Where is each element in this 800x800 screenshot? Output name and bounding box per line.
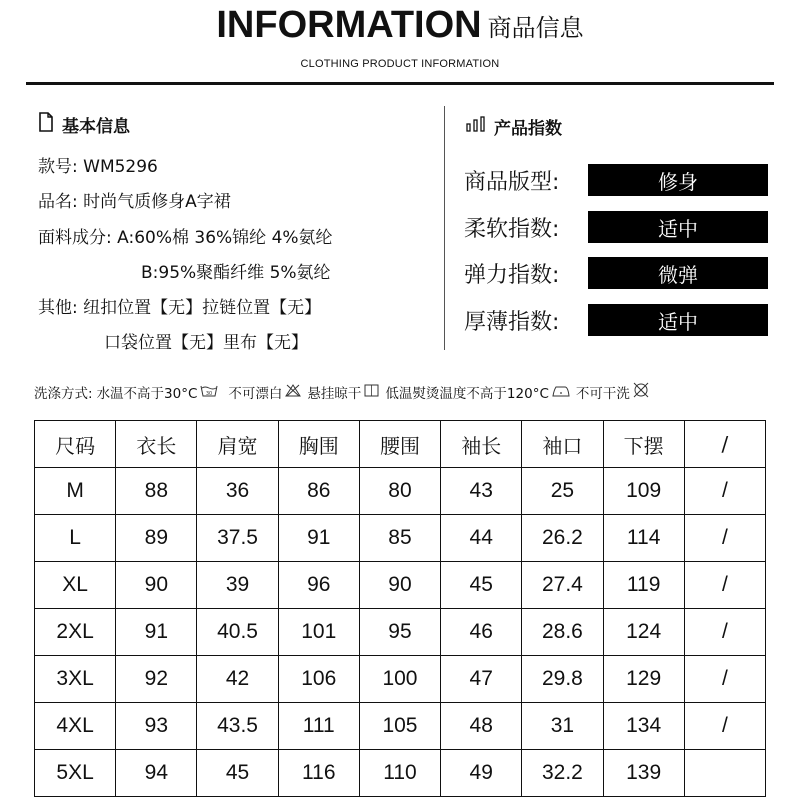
care-text: 悬挂晾干 [307, 386, 362, 402]
table-cell: 96 [278, 562, 359, 609]
table-cell: 26.2 [522, 515, 603, 562]
index-label: 柔软指数: [464, 216, 560, 242]
table-header-cell: 胸围 [278, 421, 359, 468]
size-label-cell: 3XL [35, 656, 116, 703]
table-cell: / [684, 515, 765, 562]
table-cell: 28.6 [522, 609, 603, 656]
size-table [34, 420, 766, 797]
table-cell: 124 [603, 609, 684, 656]
table-cell: 129 [603, 656, 684, 703]
table-cell: 109 [603, 468, 684, 515]
table-cell: 111 [278, 703, 359, 750]
table-row [35, 703, 766, 750]
table-header-cell: / [684, 421, 765, 468]
basic-info-title [38, 112, 130, 137]
table-cell: 116 [278, 750, 359, 797]
table-cell: 45 [441, 562, 522, 609]
basic-info-title-text: 基本信息 [62, 117, 130, 137]
table-cell: 139 [603, 750, 684, 797]
style-number: 款号: WM5296 [38, 157, 158, 177]
fabric-a: 面料成分: A:60%棉 36%锦纶 4%氨纶 [38, 228, 333, 248]
table-header-cell: 肩宽 [197, 421, 278, 468]
top-divider [26, 82, 774, 85]
table-header-cell: 尺码 [35, 421, 116, 468]
table-cell: 44 [441, 515, 522, 562]
table-cell [684, 750, 765, 797]
header-subtitle: CLOTHING PRODUCT INFORMATION [300, 58, 500, 70]
care-text: 不可漂白 [228, 386, 283, 402]
table-cell: / [684, 703, 765, 750]
index-value: 修身 [588, 164, 768, 196]
fabric-b: B:95%聚酯纤维 5%氨纶 [141, 263, 331, 283]
no-dry-clean-icon [633, 382, 649, 402]
size-label-cell: M [35, 468, 116, 515]
table-cell: 86 [278, 468, 359, 515]
title-en: INFORMATION [216, 4, 482, 46]
table-cell: 47 [441, 656, 522, 703]
product-index-title [466, 114, 562, 139]
table-cell: 31 [522, 703, 603, 750]
size-label-cell: XL [35, 562, 116, 609]
table-cell: 106 [278, 656, 359, 703]
table-row [35, 750, 766, 797]
index-value: 适中 [588, 304, 768, 336]
header-title [0, 4, 800, 47]
care-instructions [34, 382, 774, 402]
table-cell: 42 [197, 656, 278, 703]
index-row-elasticity [464, 257, 774, 289]
hang-dry-icon [364, 384, 379, 401]
table-cell: 110 [359, 750, 440, 797]
document-icon [38, 112, 54, 137]
index-row-thickness [464, 304, 774, 336]
size-label-cell: 2XL [35, 609, 116, 656]
index-value: 微弹 [588, 257, 768, 289]
low-iron-icon [552, 384, 570, 401]
table-cell: 85 [359, 515, 440, 562]
table-cell: 105 [359, 703, 440, 750]
title-zh: 商品信息 [487, 14, 584, 42]
table-cell: 90 [359, 562, 440, 609]
other-info-1: 其他: 纽扣位置【无】拉链位置【无】 [38, 298, 322, 318]
index-label: 商品版型: [464, 169, 560, 195]
table-header-cell: 下摆 [603, 421, 684, 468]
index-value: 适中 [588, 211, 768, 243]
table-cell: 45 [197, 750, 278, 797]
table-cell: 89 [116, 515, 197, 562]
table-cell: 101 [278, 609, 359, 656]
wash-30-icon [200, 384, 218, 401]
care-text: 低温熨烫温度不高于120°C [385, 386, 549, 402]
table-cell: 46 [441, 609, 522, 656]
table-cell: 48 [441, 703, 522, 750]
table-cell: 91 [278, 515, 359, 562]
product-index-title-text: 产品指数 [494, 119, 562, 139]
table-cell: 119 [603, 562, 684, 609]
table-cell: 92 [116, 656, 197, 703]
size-label-cell: L [35, 515, 116, 562]
care-text: 水温不高于30°C [96, 386, 198, 402]
bar-chart-icon [466, 116, 486, 137]
index-row-fit [464, 164, 774, 196]
table-cell: 95 [359, 609, 440, 656]
table-cell: / [684, 656, 765, 703]
table-cell: 37.5 [197, 515, 278, 562]
care-prefix: 洗涤方式: [34, 386, 93, 402]
table-header-cell: 袖长 [441, 421, 522, 468]
table-cell: 93 [116, 703, 197, 750]
size-table-body [35, 468, 766, 797]
table-cell: 88 [116, 468, 197, 515]
index-label: 弹力指数: [464, 262, 560, 288]
index-row-softness [464, 211, 774, 243]
table-cell: 49 [441, 750, 522, 797]
table-cell: 94 [116, 750, 197, 797]
table-header-row [35, 421, 766, 468]
table-row [35, 468, 766, 515]
table-cell: 32.2 [522, 750, 603, 797]
table-cell: 80 [359, 468, 440, 515]
table-cell: 114 [603, 515, 684, 562]
table-header-cell: 衣长 [116, 421, 197, 468]
table-row [35, 515, 766, 562]
size-label-cell: 4XL [35, 703, 116, 750]
table-cell: / [684, 562, 765, 609]
table-cell: 40.5 [197, 609, 278, 656]
care-text: 不可干洗 [575, 386, 630, 402]
other-info-2: 口袋位置【无】里布【无】 [104, 333, 308, 353]
table-cell: 91 [116, 609, 197, 656]
section-divider [444, 106, 445, 350]
table-cell: 43.5 [197, 703, 278, 750]
table-cell: 27.4 [522, 562, 603, 609]
svg-text:30: 30 [206, 390, 213, 397]
table-row [35, 609, 766, 656]
size-label-cell: 5XL [35, 750, 116, 797]
index-label: 厚薄指数: [464, 309, 560, 335]
table-cell: 90 [116, 562, 197, 609]
table-cell: / [684, 609, 765, 656]
product-name: 品名: 时尚气质修身A字裙 [38, 192, 231, 212]
table-cell: 43 [441, 468, 522, 515]
table-row [35, 562, 766, 609]
table-cell: 36 [197, 468, 278, 515]
table-cell: / [684, 468, 765, 515]
table-header-cell: 腰围 [359, 421, 440, 468]
table-cell: 100 [359, 656, 440, 703]
table-row [35, 656, 766, 703]
table-header-cell: 袖口 [522, 421, 603, 468]
table-cell: 39 [197, 562, 278, 609]
no-bleach-icon [285, 384, 301, 401]
table-cell: 134 [603, 703, 684, 750]
table-cell: 29.8 [522, 656, 603, 703]
table-cell: 25 [522, 468, 603, 515]
